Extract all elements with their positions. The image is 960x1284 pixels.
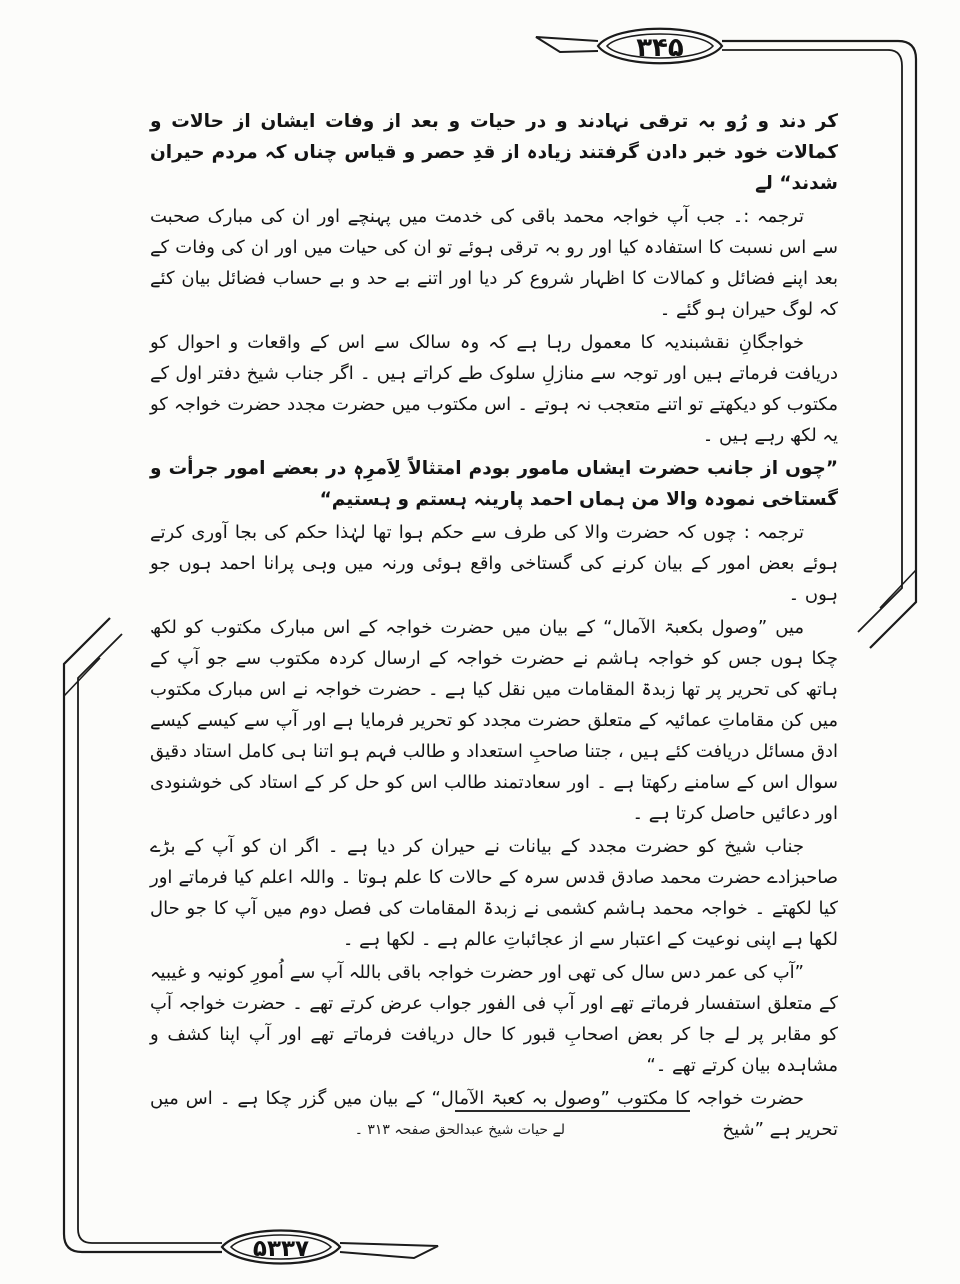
- paragraph: ”چوں از جانب حضرت ایشاں مامور بودم امتثالاً لِاَمرِہٖ در بعضے امور جرأت و گستاخی نمودہ والا من ہماں احمد پارینہ ہستم و ہستیم“: [150, 458, 838, 510]
- text-body: [150, 106, 838, 1147]
- page-number-bottom: ۵۳۳۷: [252, 1236, 310, 1262]
- paragraph: کر دند و رُو بہ ترقی نہادند و در حیات و بعد از وفات ایشان از حالات و کمالات خود خبر دادن گرفتند زیادہ از قدِ حصر و قیاس چناں کہ مردم حیران شدند“ لے: [150, 111, 838, 194]
- paragraph: حضرت خواجہ کا مکتوب ”وصول بہ کعبۃ الآمال“ کے بیان میں گزر چکا ہے ۔ اس میں تحریر ہے ”شیخ: [150, 1088, 838, 1140]
- footnote: لے حیات شیخ عبدالحق صفحہ ۳۱۳ ۔: [354, 1122, 565, 1138]
- paragraph: خواجگانِ نقشبندیہ کا معمول رہا ہے کہ وہ سالک سے اس کے واقعات و احوال کو دریافت فرماتے ہیں اور توجہ سے منازلِ سلوک طے کراتے ہیں ۔ اگر جناب شیخ دفتر اول کے مکتوب کو دیکھتے تو اتنے متعجب نہ ہوتے ۔ اس مکتوب میں حضرت مجدد حضرت خواجہ کو یہ لکھ رہے ہیں ۔: [150, 332, 838, 446]
- paragraph: جناب شیخ کو حضرت مجدد کے بیانات نے حیران کر دیا ہے ۔ اگر ان کو آپ کے بڑے صاحبزادے حضرت محمد صادق قدس سرہ کے حالات کا علم ہوتا ۔ واللہ اعلم کیا فرماتے اور کیا لکھتے ۔ خواجہ محمد ہاشم کشمی نے زبدۃ المقامات کی فصل دوم میں آپ کا جو حال لکھا ہے اپنی نوعیت کے اعتبار سے از عجائباتِ عالم ہے ۔ لکھا ہے ۔: [150, 836, 838, 950]
- page-number-top: ۳۴۵: [636, 33, 684, 63]
- paragraph: ”آپ کی عمر دس سال کی تھی اور حضرت خواجہ باقی باللہ آپ سے اُمورِ کونیہ و غیبیہ کے متعلق استفسار فرماتے تھے اور آپ فی الفور جواب عرض کرتے تھے ۔ حضرت خواجہ آپ کو مقابر پر لے جا کر بعض اصحابِ قبور کا حال دریافت فرماتے تھے اور آپ اپنا کشف و مشاہدہ بیان کرتے تھے ۔“: [150, 962, 838, 1076]
- paragraph: میں ”وصول بکعبۃ الآمال“ کے بیان میں حضرت خواجہ کے اس مبارک مکتوب کو لکھ چکا ہوں جس کو خواجہ ہاشم نے حضرت خواجہ کے ارسال کردہ مکتوب سے جو آپ کے ہاتھ کی تحریر پر تھا زبدۃ المقامات میں نقل کیا ہے ۔ حضرت خواجہ نے اس مبارک مکتوب میں کن مقاماتِ عمائیہ کے متعلق حضرت مجدد کو تحریر فرمایا ہے اور آپ سے کیسے کیسے ادق مسائل دریافت کئے ہیں ، جتنا صاحبِ استعداد و طالب فہم ہو اتنا ہی کامل استاد دقیق سوال اس کے سامنے رکھتا ہے ۔ اور سعادتمند طالب اس کو حل کر کے استاد کی خوشنودی اور دعائیں حاصل کرتا ہے ۔: [150, 617, 838, 824]
- paragraph: ترجمہ :۔ جب آپ خواجہ محمد باقی کی خدمت میں پہنچے اور ان کی مبارک صحبت سے اس نسبت کا استفادہ کیا اور رو بہ ترقی ہوئے تو ان کی حیات میں اور ان کی وفات کے بعد اپنے فضائل و کمالات کا اظہار شروع کر دیا اور اتنے بے حد و بے حساب فضائل بیان کئے کہ لوگ حیران ہو گئے ۔: [150, 206, 838, 320]
- footnote-divider: [455, 1110, 690, 1112]
- paragraph: ترجمہ : چوں کہ حضرت والا کی طرف سے حکم ہوا تھا لہٰذا حکم کی بجا آوری کرتے ہوئے بعض امور کے بیان کرنے کی گستاخی واقع ہوئی ورنہ میں وہی پرانا احمد ہوں جو ہوں ۔: [150, 522, 838, 605]
